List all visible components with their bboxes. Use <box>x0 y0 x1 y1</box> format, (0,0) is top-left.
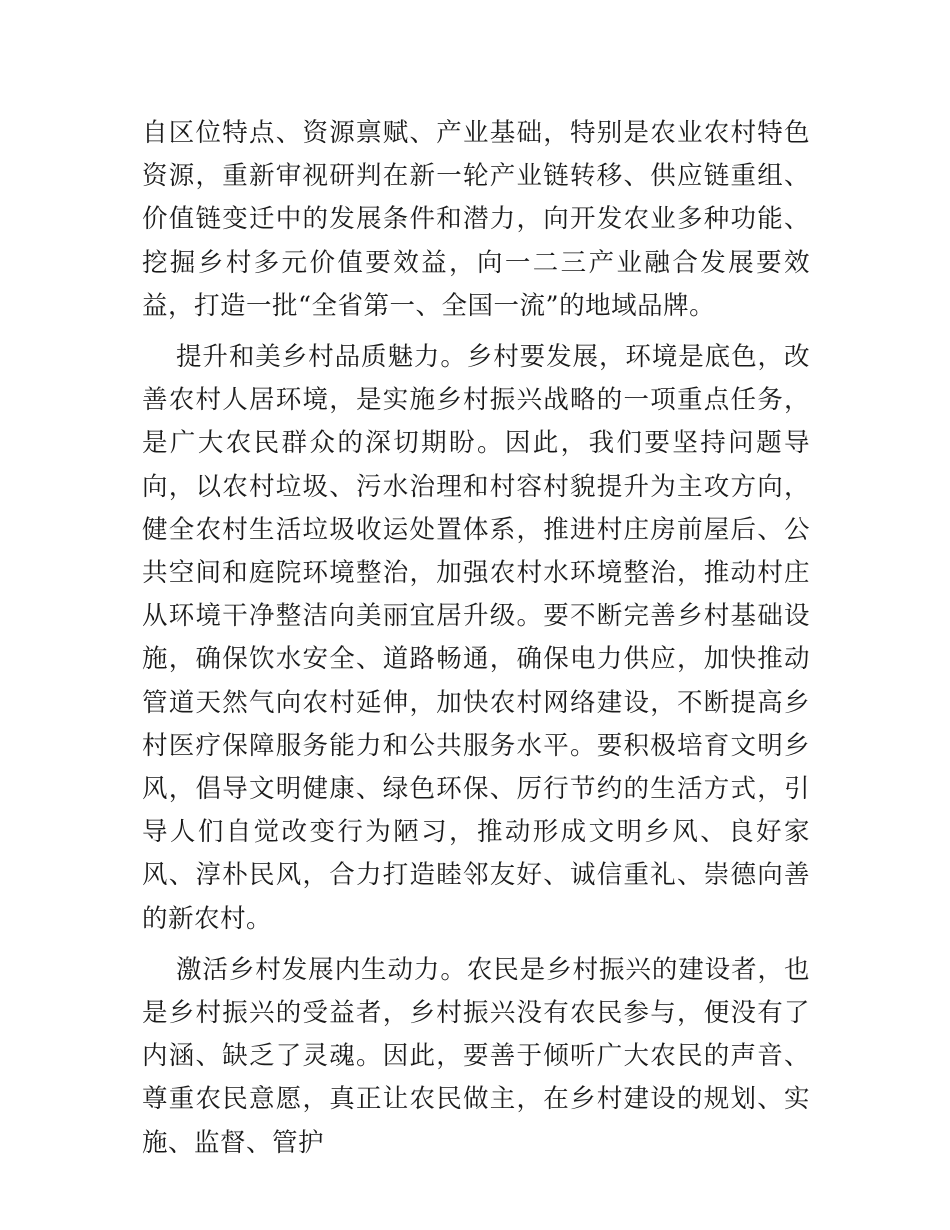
paragraph-continuation: 自区位特点、资源禀赋、产业基础，特别是农业农村特色资源，重新审视研判在新一轮产业链转移、供应链重组、价值链变迁中的发展条件和潜力，向开发农业多种功能、挖掘乡村多元价值要效益，向一二三产业融合发展要效益，打造一批“全省第一、全国一流”的地域品牌。 <box>142 118 810 321</box>
paragraph-rural-quality: 提升和美乡村品质魅力。乡村要发展，环境是底色，改善农村人居环境，是实施乡村振兴战略的一项重点任务，是广大农民群众的深切期盼。因此，我们要坚持问题导向，以农村垃圾、污水治理和村容村貌提升为主攻方向，健全农村生活垃圾收运处置体系，推进村庄房前屋后、公共空间和庭院环境整治，加强农村水环境整治，推动村庄从环境干净整洁向美丽宜居升级。要不断完善乡村基础设施，确保饮水安全、道路畅通，确保电力供应，加快推动管道天然气向农村延伸，加快农村网络建设，不断提高乡村医疗保障服务能力和公共服务水平。要积极培育文明乡风，倡导文明健康、绿色环保、厉行节约的生活方式，引导人们自觉改变行为陋习，推动形成文明乡风、良好家风、淳朴民风，合力打造睦邻友好、诚信重礼、崇德向善的新农村。 <box>142 342 810 934</box>
paragraph-rural-vitality: 激活乡村发展内生动力。农民是乡村振兴的建设者，也是乡村振兴的受益者，乡村振兴没有农民参与，便没有了内涵、缺乏了灵魂。因此，要善于倾听广大农民的声音、尊重农民意愿，真正让农民做主，在乡村建设的规划、实施、监督、管护 <box>142 954 810 1158</box>
body-text <box>142 112 810 1165</box>
